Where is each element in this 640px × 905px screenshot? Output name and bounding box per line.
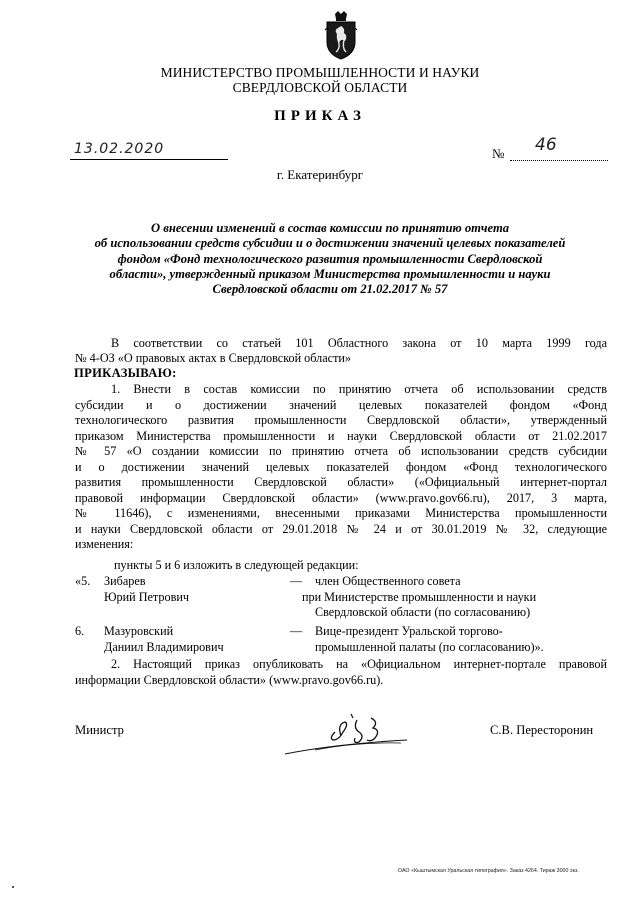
preamble-line: В соответствии со статьей 101 Областного закона от 10 марта 1999 года — [111, 336, 607, 350]
item-1-line: и науки Свердловской области от 29.01.2018 № 24 и от 30.01.2019 № 32, следующие — [75, 521, 607, 536]
title-line: Свердловской области от 21.02.2017 № 57 — [212, 282, 448, 297]
preamble — [75, 336, 607, 352]
item-2-line: 2. Настоящий приказ опубликовать на «Официальном интернет-портале правовой — [111, 657, 607, 671]
title-line: об использовании средств субсидии и о достижении значений целевых показателей — [94, 236, 566, 251]
date-handwritten: 13.02.2020 — [74, 141, 165, 157]
member-dash: — — [290, 574, 303, 588]
title-line: области», утвержденный приказом Министерства промышленности и науки — [109, 266, 551, 281]
item-1-line: субсидии и о достижении значений целевых показателей фондом «Фонд — [75, 397, 607, 412]
signature-title: Министр — [75, 723, 124, 737]
member-role-line: промышленной палаты (по согласованию)». — [315, 639, 544, 654]
member-name-line: Мазуровский — [104, 624, 174, 638]
item-1-line: № 11646), с изменениями, внесенными приказами Министерства промышленности — [75, 506, 607, 520]
member-number: 6. — [75, 624, 85, 638]
member-name-line: Зибарев — [104, 574, 146, 588]
coat-of-arms-emblem — [324, 10, 358, 65]
handwritten-signature — [275, 710, 415, 765]
printing-imprint: ОАО «Кыштымская Уральская типография». Заказ 4264. Тираж 3000 экз. — [398, 868, 579, 874]
number-underline — [510, 160, 608, 161]
points-intro: пункты 5 и 6 изложить в следующей редакции: — [114, 558, 359, 572]
member-number: «5. — [75, 574, 91, 588]
member-role-line: Вице-президент Уральской торгово- — [315, 624, 503, 638]
item-1-line: и о достижении значений целевых показателей фондом «Фонд технологического — [75, 459, 607, 474]
scan-speck — [12, 886, 14, 888]
signature-name: С.В. Пересторонин — [490, 723, 594, 737]
member-name — [104, 574, 189, 605]
item-1-line: № 57 «О создании комиссии по принятию отчета об использовании средств субсидии — [75, 444, 607, 458]
item-1-line: изменения: — [75, 537, 134, 551]
title-line: фондом «Фонд технологического развития промышленности Свердловской — [117, 251, 543, 266]
item-1-line: развития промышленности Свердловской области» («Официальный интернет-портал — [75, 475, 607, 489]
member-name-line: Даниил Владимирович — [104, 639, 224, 654]
date-underline — [70, 159, 228, 160]
item-1-line: технологического развития промышленности Свердловской области», утвержденный — [75, 413, 607, 427]
member-role-line: член Общественного совета — [315, 574, 461, 588]
item-1-line: 1. Внести в состав комиссии по принятию отчета об использовании средств — [111, 382, 607, 396]
order-word: ПРИКАЗЫВАЮ: — [74, 366, 177, 380]
item-1-line: приказом Министерства промышленности и науки Свердловской области от 21.02.2017 — [75, 428, 607, 443]
document-title — [60, 221, 600, 297]
city: г. Екатеринбург — [276, 167, 364, 182]
member-role — [302, 574, 537, 621]
ministry-line: МИНИСТЕРСТВО ПРОМЫШЛЕННОСТИ И НАУКИ — [160, 65, 480, 80]
item-2-line: информации Свердловской области» (www.pravo.gov66.ru). — [75, 672, 384, 687]
member-role-line: при Министерстве промышленности и науки — [302, 589, 537, 604]
ministry-line: СВЕРДЛОВСКОЙ ОБЛАСТИ — [232, 80, 408, 95]
member-name — [104, 624, 224, 655]
member-role-line: Свердловской области (по согласованию) — [315, 605, 531, 619]
number-handwritten: 46 — [535, 135, 557, 155]
item-1-text — [75, 382, 607, 553]
member-name-line: Юрий Петрович — [104, 589, 189, 604]
member-dash: — — [290, 624, 303, 638]
item-1-line: правовой информации Свердловской области» (www.pravo.gov66.ru), 2017, 3 марта, — [75, 490, 607, 505]
item-2-text — [75, 657, 607, 688]
number-label: № — [492, 146, 505, 161]
member-role — [315, 624, 544, 655]
preamble-line: № 4-ОЗ «О правовых актах в Свердловской области» — [75, 351, 352, 365]
title-line: О внесении изменений в состав комиссии по принятию отчета — [150, 221, 510, 235]
document-type: ПРИКАЗ — [274, 108, 366, 124]
ministry-header — [0, 65, 640, 95]
